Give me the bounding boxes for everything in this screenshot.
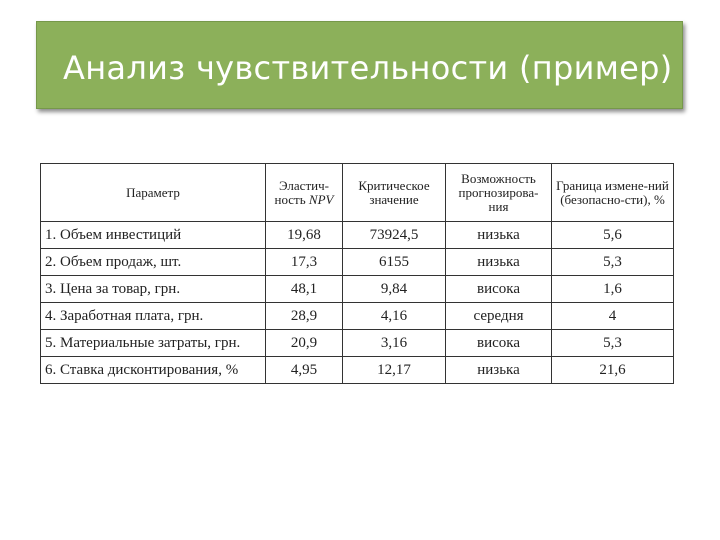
cell-possibility: висока (446, 330, 552, 357)
table-row (41, 249, 674, 276)
cell-param: 5. Материальные затраты, грн. (41, 330, 266, 357)
cell-param: 1. Объем инвестиций (41, 222, 266, 249)
table-row (41, 222, 674, 249)
header-critical: Критическое значение (343, 164, 446, 222)
cell-possibility: середня (446, 303, 552, 330)
cell-possibility: низька (446, 249, 552, 276)
cell-critical: 9,84 (343, 276, 446, 303)
cell-param: 6. Ставка дисконтирования, % (41, 357, 266, 384)
cell-elasticity: 19,68 (266, 222, 343, 249)
cell-critical: 12,17 (343, 357, 446, 384)
cell-elasticity: 28,9 (266, 303, 343, 330)
table-row (41, 303, 674, 330)
header-boundary: Граница измене-ний (безопасно-сти), % (552, 164, 674, 222)
cell-boundary: 4 (552, 303, 674, 330)
cell-boundary: 21,6 (552, 357, 674, 384)
header-possibility: Возможность прогнозирова-ния (446, 164, 552, 222)
cell-elasticity: 17,3 (266, 249, 343, 276)
slide-title: Анализ чувствительности (пример) (63, 49, 673, 87)
cell-critical: 3,16 (343, 330, 446, 357)
cell-possibility: низька (446, 357, 552, 384)
table-row (41, 330, 674, 357)
table-row (41, 357, 674, 384)
cell-boundary: 1,6 (552, 276, 674, 303)
table-row (41, 276, 674, 303)
table-header-row (41, 164, 674, 222)
cell-param: 4. Заработная плата, грн. (41, 303, 266, 330)
cell-possibility: висока (446, 276, 552, 303)
cell-possibility: низька (446, 222, 552, 249)
cell-critical: 4,16 (343, 303, 446, 330)
header-param: Параметр (41, 164, 266, 222)
cell-param: 3. Цена за товар, грн. (41, 276, 266, 303)
cell-elasticity: 20,9 (266, 330, 343, 357)
cell-elasticity: 4,95 (266, 357, 343, 384)
title-banner (36, 21, 683, 109)
cell-boundary: 5,3 (552, 330, 674, 357)
cell-boundary: 5,3 (552, 249, 674, 276)
cell-boundary: 5,6 (552, 222, 674, 249)
cell-critical: 6155 (343, 249, 446, 276)
cell-param: 2. Объем продаж, шт. (41, 249, 266, 276)
sensitivity-table (40, 163, 674, 384)
header-elasticity (266, 164, 343, 222)
cell-elasticity: 48,1 (266, 276, 343, 303)
header-npv: NPV (308, 191, 334, 207)
header-elasticity-label: Эластич-ность (274, 177, 329, 207)
cell-critical: 73924,5 (343, 222, 446, 249)
